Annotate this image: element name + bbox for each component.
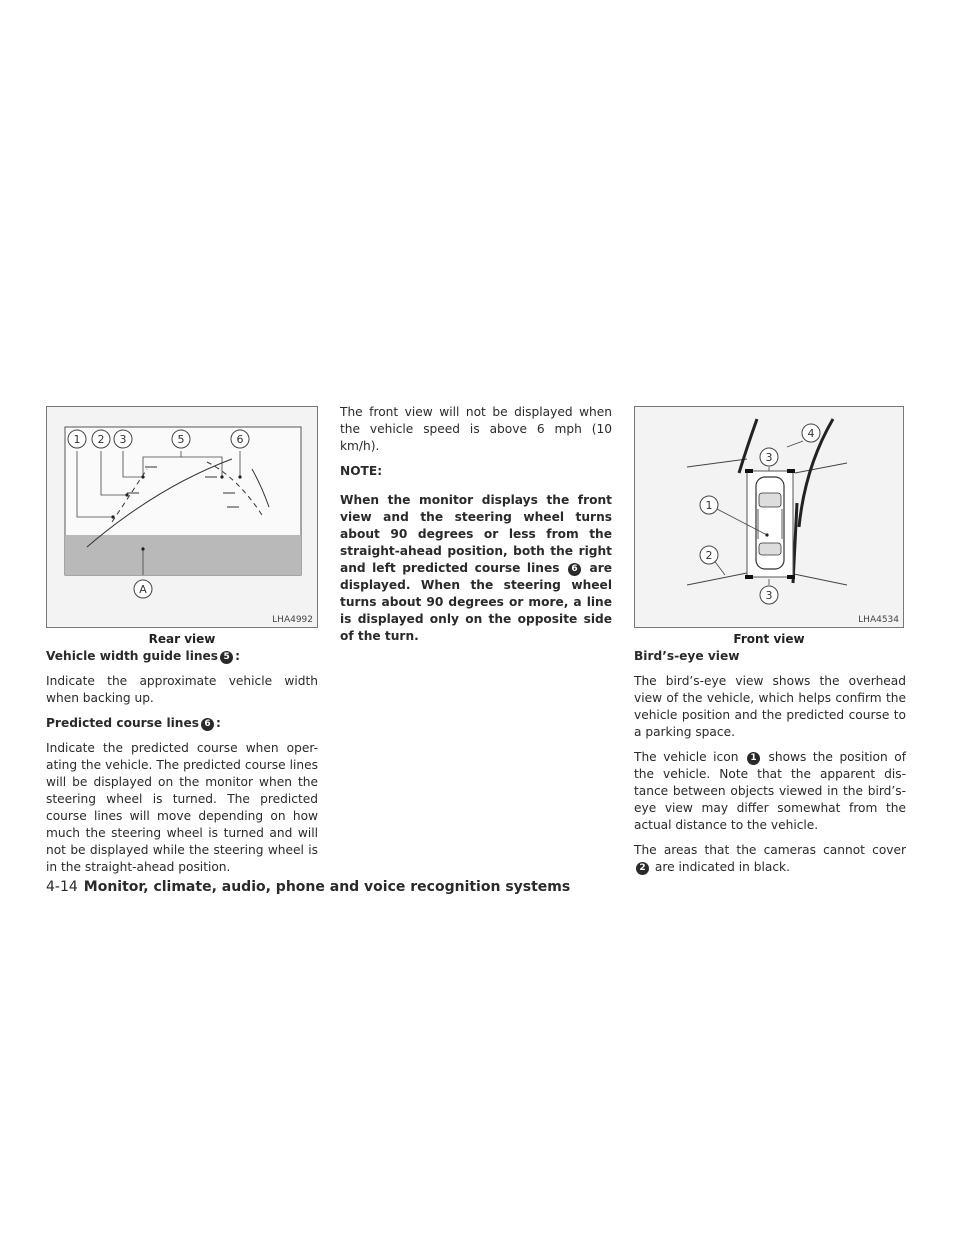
callout-3 xyxy=(114,430,132,448)
speed-text: The front view will not be displayed when the vehicle speed is above 6 mph (10 km/h). xyxy=(340,405,612,453)
vehicle-icon-text: The vehicle icon 1 shows the position of the vehicle. Note that the apparent dis-tance between objects viewed in the bird’s-eye view may differ somewhat from the actual distance to the vehicle. xyxy=(634,750,907,832)
callout-2 xyxy=(92,430,110,448)
callout-a xyxy=(134,580,152,598)
callout-number: 1 xyxy=(747,752,760,765)
callout-1 xyxy=(700,496,718,514)
page-footer xyxy=(46,879,570,895)
callout-number: 6 xyxy=(568,563,581,576)
note-heading: NOTE: xyxy=(340,464,383,478)
callout-number: 6 xyxy=(201,718,214,731)
course-lines-heading: Predicted course lines 6 : xyxy=(46,716,221,730)
middle-column xyxy=(340,404,612,645)
page-number: 4-14 xyxy=(46,879,78,895)
chapter-title: Monitor, climate, audio, phone and voice recognition systems xyxy=(83,879,571,895)
svg-text:3: 3 xyxy=(119,433,127,446)
rear-view-diagram xyxy=(47,407,317,627)
figure-code: LHA4534 xyxy=(858,615,899,625)
callout-3-top xyxy=(760,448,778,466)
svg-text:1: 1 xyxy=(705,499,713,512)
bumper-area xyxy=(65,535,301,575)
vehicle-icon xyxy=(756,477,784,569)
callout-number: 5 xyxy=(220,651,233,664)
birds-eye-heading: Bird’s-eye view xyxy=(634,649,740,663)
svg-text:2: 2 xyxy=(705,549,713,562)
svg-text:A: A xyxy=(139,583,147,596)
course-lines-text: Indicate the predicted course when oper-ating the vehicle. The predicted course lines will be displayed on the monitor when the steering wheel is turned. The predicted course lines will move depending on how much the steering wheel is turned and will not be displayed while the steering wheel is in the straight-ahead position. xyxy=(46,741,318,874)
callout-5 xyxy=(172,430,190,448)
svg-text:2: 2 xyxy=(97,433,105,446)
left-column xyxy=(46,648,318,884)
right-column xyxy=(634,648,906,884)
width-guide-heading: Vehicle width guide lines 5 : xyxy=(46,649,240,663)
birds-eye-text: The bird’s-eye view shows the overhead view of the vehicle, which helps confirm the vehicle position and the predicted course to a parking space. xyxy=(634,674,906,739)
figure-code: LHA4992 xyxy=(272,615,313,625)
callout-4 xyxy=(802,424,820,442)
callout-6 xyxy=(231,430,249,448)
svg-text:3: 3 xyxy=(765,451,773,464)
svg-text:5: 5 xyxy=(177,433,185,446)
rear-view-caption: Rear view xyxy=(148,632,216,646)
callout-3-bottom xyxy=(760,586,778,604)
svg-text:4: 4 xyxy=(807,427,815,440)
callout-2 xyxy=(700,546,718,564)
blind-area-text: The areas that the cameras cannot cover 2 are indicated in black. xyxy=(634,843,906,874)
svg-text:1: 1 xyxy=(73,433,81,446)
svg-text:6: 6 xyxy=(236,433,244,446)
callout-1 xyxy=(68,430,86,448)
rear-view-figure xyxy=(46,406,318,628)
note-text: When the monitor displays the front view and the steering wheel turns about 90 degrees or less from the straight-ahead position, both the right and left predicted course lines 6 are displayed. When the steering wheel turns about 90 degrees or more, a line is displayed only on the opposite side of the turn. xyxy=(340,493,612,643)
callout-number: 2 xyxy=(636,862,649,875)
front-view-caption: Front view xyxy=(733,632,805,646)
svg-text:3: 3 xyxy=(765,589,773,602)
width-guide-text: Indicate the approximate vehicle width when backing up. xyxy=(46,674,318,705)
birds-eye-diagram xyxy=(635,407,903,627)
front-view-figure xyxy=(634,406,904,628)
